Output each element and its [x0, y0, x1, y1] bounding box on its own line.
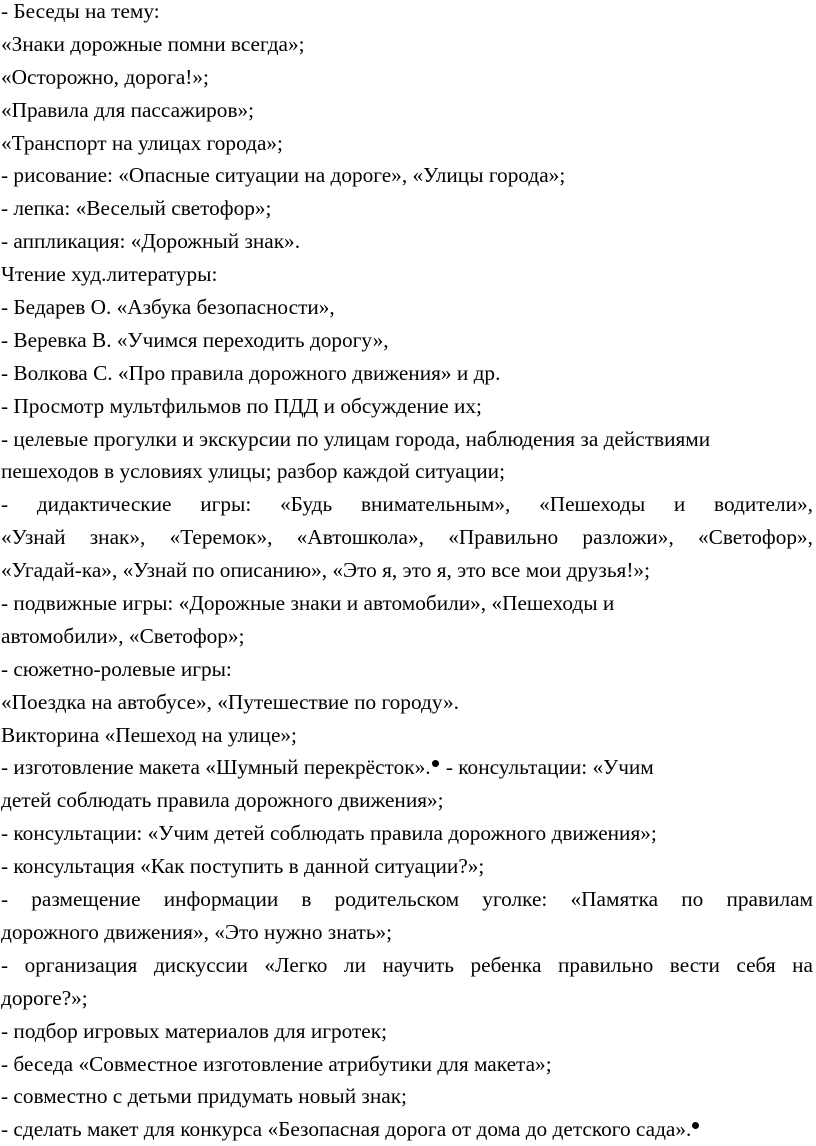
text-line-8: - аппликация: «Дорожный знак». — [1, 229, 301, 254]
text-line-22: «Поездка на автобусе», «Путешествие по городу». — [1, 689, 459, 714]
text-line-25: детей соблюдать правила дорожного движения»; — [1, 788, 444, 813]
text-line-5: «Транспорт на улицах города»; — [1, 130, 283, 155]
text-line-14: - целевые прогулки и экскурсии по улицам города, наблюдения за действиями — [1, 426, 711, 451]
text-line-30: - организация дискуссии «Легко ли научить ребенка правильно вести себя на — [1, 952, 813, 977]
text-line-31: дороге?»; — [1, 985, 88, 1010]
text-line-23: Викторина «Пешеход на улице»; — [1, 722, 297, 747]
text-line-15: пешеходов в условиях улицы; разбор каждой ситуации; — [1, 459, 505, 484]
text-line-2: «Знаки дорожные помни всегда»; — [1, 31, 305, 56]
text-line-21: - сюжетно-ролевые игры: — [1, 656, 232, 681]
text-line-1: - Беседы на тему: — [1, 0, 160, 23]
text-line-29: дорожного движения», «Это нужно знать»; — [1, 919, 393, 944]
text-line-18: «Угадай-ка», «Узнай по описанию», «Это я, это я, это все мои друзья!»; — [1, 558, 650, 583]
text-line-28: - размещение информации в родительском уголке: «Памятка по правилам — [1, 887, 813, 912]
text-line-19: - подвижные игры: «Дорожные знаки и автомобили», «Пешеходы и — [1, 591, 615, 616]
text-line-17: «Узнай знак», «Теремок», «Автошкола», «Правильно разложи», «Светофор», — [1, 525, 813, 550]
text-line-3: «Осторожно, дорога!»; — [1, 64, 209, 89]
text-line-24b: - консультации: «Учим — [445, 755, 654, 780]
text-line-13: - Просмотр мультфильмов по ПДД и обсуждение их; — [1, 393, 482, 418]
text-line-10: - Бедарев О. «Азбука безопасности», — [1, 295, 335, 320]
text-line-26: - консультации: «Учим детей соблюдать правила дорожного движения»; — [1, 821, 657, 846]
text-line-16: - дидактические игры: «Будь внимательным», «Пешеходы и водители», — [1, 492, 813, 517]
text-line-12: - Волкова С. «Про правила дорожного движения» и др. — [1, 360, 501, 385]
bullet-dot-icon — [432, 760, 439, 767]
text-line-20: автомобили», «Светофор»; — [1, 623, 245, 648]
text-line-7: - лепка: «Веселый светофор»; — [1, 196, 272, 221]
text-line-34: - совместно с детьми придумать новый знак; — [1, 1084, 407, 1109]
text-line-33: - беседа «Совместное изготовление атрибутики для макета»; — [1, 1051, 552, 1076]
text-line-35 — [0, 1113, 816, 1146]
text-line-32: - подбор игровых материалов для игротек; — [1, 1018, 387, 1043]
text-line-4: «Правила для пассажиров»; — [1, 97, 255, 122]
text-line-11: - Веревка В. «Учимся переходить дорогу», — [1, 327, 389, 352]
text-line-35a: - сделать макет для конкурса «Безопасная дорога от дома до детского сада». — [1, 1117, 692, 1142]
text-line-6: - рисование: «Опасные ситуации на дороге», «Улицы города»; — [1, 163, 566, 188]
text-line-24 — [0, 751, 816, 784]
text-line-9: Чтение худ.литературы: — [1, 262, 218, 287]
text-line-27: - консультация «Как поступить в данной ситуации?»; — [1, 854, 485, 879]
text-line-24a: - изготовление макета «Шумный перекрёсток». — [1, 755, 431, 780]
